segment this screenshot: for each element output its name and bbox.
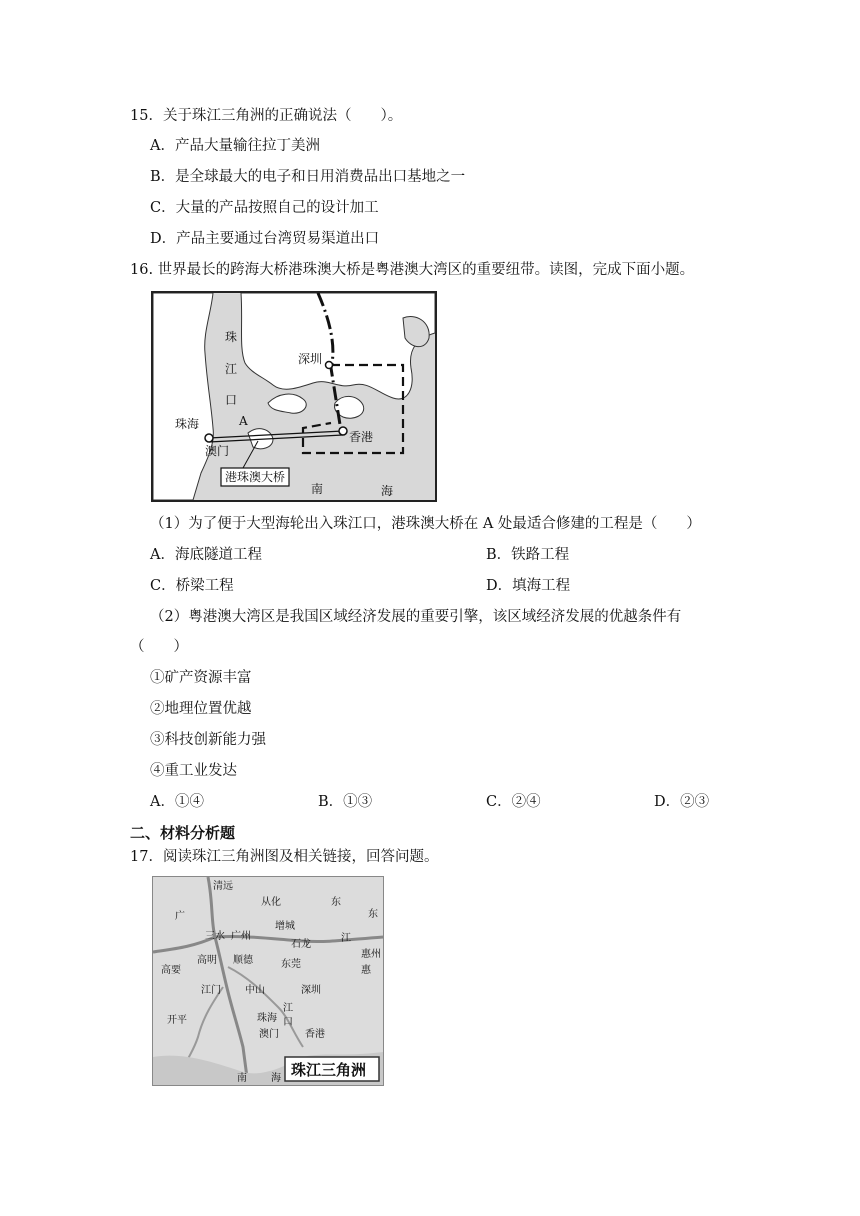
q16-sub1-option-b: B．铁路工程	[486, 547, 570, 563]
q15-option-b: B．是全球最大的电子和日用消费品出口基地之一	[150, 169, 466, 185]
map17-label-zhongshan: 中山	[245, 985, 265, 996]
pearl-river-delta-map	[152, 876, 384, 1086]
q16-sub2-option-a: A．①④	[150, 794, 204, 810]
q16-sub1-stem: （1）为了便于大型海轮出入珠江口，港珠澳大桥在 A 处最适合修建的工程是（ ）	[150, 516, 701, 532]
map17-label-dong1: 东	[331, 897, 341, 908]
map17-label-kaiping: 开平	[167, 1015, 187, 1026]
map17-label-gaoming: 高明	[197, 955, 217, 966]
map17-label-jiangmen: 江门	[201, 985, 221, 996]
map17-label-boluo: 惠	[361, 965, 371, 976]
q15-option-a: A．产品大量输往拉丁美洲	[150, 138, 320, 154]
map17-label-shunde: 顺德	[233, 955, 253, 966]
map17-label-guang: 广	[175, 911, 185, 922]
map17-label-aomen: 澳门	[259, 1029, 279, 1040]
q17-stem: 17．阅读珠江三角洲图及相关链接，回答问题。	[130, 849, 439, 865]
pearl-delta-map-title: 珠江三角洲	[291, 1061, 367, 1079]
q16-sub2-item-3: ③科技创新能力强	[150, 732, 266, 748]
q16-sub2-item-2: ②地理位置优越	[150, 701, 252, 717]
map17-label-sanshui: 三水	[205, 931, 225, 942]
q16-sub1-option-a: A．海底隧道工程	[150, 547, 262, 563]
map-label-jiang: 江	[225, 362, 238, 376]
q15-option-d: D．产品主要通过台湾贸易渠道出口	[150, 231, 380, 247]
map17-label-kou: 口	[283, 1017, 293, 1028]
map17-label-zhu: 江	[283, 1003, 293, 1014]
map-label-hai: 海	[381, 484, 394, 498]
q16-sub2-stem-line2: （ ）	[130, 639, 188, 655]
map-label-kou: 口	[225, 393, 238, 407]
q16-sub1-option-d: D．填海工程	[486, 578, 571, 594]
map-label-shenzhen: 深圳	[298, 352, 323, 366]
map17-label-jiang: 江	[341, 933, 351, 944]
q16-sub2-stem-line1: （2）粤港澳大湾区是我国区域经济发展的重要引擎，该区域经济发展的优越条件有	[150, 609, 682, 625]
map17-label-hai: 海	[271, 1073, 281, 1084]
q15-option-c: C．大量的产品按照自己的设计加工	[150, 200, 379, 216]
map17-label-zengcheng: 增城	[275, 921, 295, 932]
map-label-aomen: 澳门	[205, 444, 230, 458]
map17-label-guangzhou: 广州	[231, 931, 251, 942]
map-label-zhuhai: 珠海	[175, 417, 200, 431]
map17-label-qingyuan: 清远	[213, 881, 233, 892]
map17-label-gaoyao: 高要	[161, 965, 181, 976]
map-label-bridge: 港珠澳大桥	[225, 470, 286, 484]
map17-label-dongguan: 东莞	[281, 959, 301, 970]
map-label-nan: 南	[311, 482, 324, 496]
map17-label-shenzhen: 深圳	[301, 985, 321, 996]
q16-sub2-option-c: C．②④	[486, 794, 541, 810]
map17-label-xianggang: 香港	[305, 1029, 325, 1040]
q16-sub2-option-b: B．①③	[318, 794, 373, 810]
map17-label-huizhou: 惠州	[361, 949, 381, 960]
q16-sub2-item-1: ①矿产资源丰富	[150, 670, 252, 686]
q16-stem: 16. 世界最长的跨海大桥港珠澳大桥是粤港澳大湾区的重要纽带。读图，完成下面小题。	[130, 262, 695, 278]
q16-sub2-option-d: D．②③	[654, 794, 710, 810]
q16-sub2-item-4: ④重工业发达	[150, 763, 237, 779]
q15-stem: 15．关于珠江三角洲的正确说法（ ）。	[130, 108, 403, 124]
map-label-a: A	[239, 414, 248, 428]
map17-label-dong2: 东	[368, 909, 378, 920]
map-label-zhu: 珠	[225, 330, 238, 344]
section-title: 二、材料分析题	[130, 824, 236, 842]
map17-label-zhuhai: 珠海	[257, 1013, 277, 1024]
map17-label-nan: 南	[237, 1073, 247, 1084]
map17-label-conghua: 从化	[261, 897, 281, 908]
map-label-xianggang: 香港	[349, 430, 374, 444]
q16-sub1-option-c: C．桥梁工程	[150, 578, 234, 594]
hzm-bridge-map	[151, 291, 437, 502]
map17-label-shilong: 石龙	[291, 939, 311, 950]
